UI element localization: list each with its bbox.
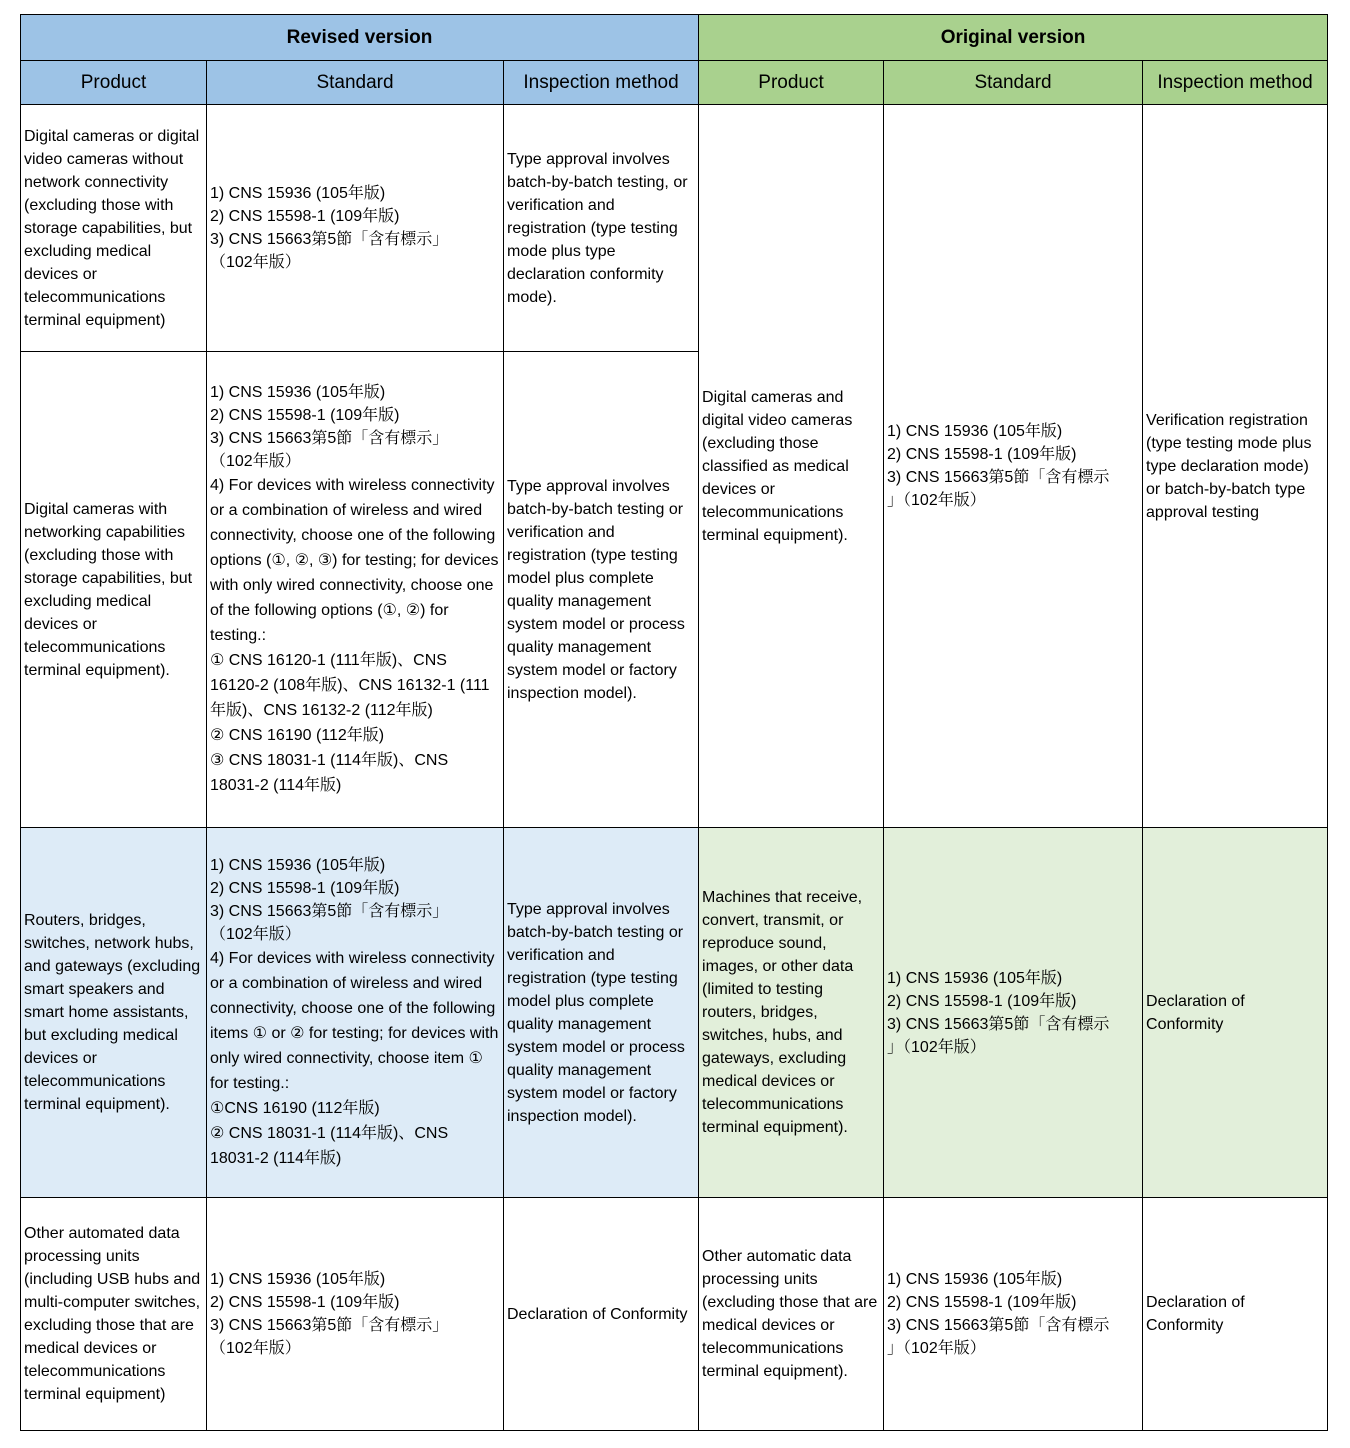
- revised-product-header: Product: [21, 61, 207, 105]
- revised-inspection-method-cell: Type approval involves batch-by-batch testing or verification and registration (type testing model plus complete quality management system model or process quality management system model or factory inspection model).: [504, 352, 699, 828]
- original-inspection-method-cell: Verification registration (type testing mode plus type declaration mode) or batch-by-batch type approval testing: [1143, 105, 1328, 828]
- original-product-cell: Digital cameras and digital video cameras (excluding those classified as medical devices or telecommunications terminal equipment).: [699, 105, 884, 828]
- revised-product-cell: Other automated data processing units (including USB hubs and multi-computer switches, excluding those that are medical devices or telecommunications terminal equipment): [21, 1198, 207, 1431]
- original-standard-cell: 1) CNS 15936 (105年版) 2) CNS 15598-1 (109年版) 3) CNS 15663第5節「含有標示 」（102年版）: [884, 105, 1143, 828]
- revised-standard-header: Standard: [207, 61, 504, 105]
- revised-product-cell: Digital cameras or digital video cameras without network connectivity (excluding those with storage capabilities, but excluding medical devices or telecommunications terminal equipment): [21, 105, 207, 352]
- revised-standard-cell: 1) CNS 15936 (105年版) 2) CNS 15598-1 (109年版) 3) CNS 15663第5節「含有標示」 （102年版）: [207, 1198, 504, 1431]
- original-inspection-method-cell: Declaration of Conformity: [1143, 828, 1328, 1198]
- table-row: [21, 828, 1328, 1198]
- revised-version-header: Revised version: [21, 15, 699, 61]
- original-standard-cell: 1) CNS 15936 (105年版) 2) CNS 15598-1 (109年版) 3) CNS 15663第5節「含有標示 」（102年版）: [884, 828, 1143, 1198]
- revised-standard-cell: 1) CNS 15936 (105年版) 2) CNS 15598-1 (109年版) 3) CNS 15663第5節「含有標示」 （102年版） 4) For devices with wireless connectivity or a combination of wireless and wired connectivity, choose one of the following items ① or ② for testing; for devices with only wired connectivity, choose item ① for testing.: ①CNS 16190 (112年版) ② CNS 18031-1 (114年版)、CNS 18031-2 (114年版): [207, 828, 504, 1198]
- revised-inspection-method-header: Inspection method: [504, 61, 699, 105]
- revised-product-cell: Routers, bridges, switches, network hubs, and gateways (excluding smart speakers and smart home assistants, but excluding medical devices or telecommunications terminal equipment).: [21, 828, 207, 1198]
- revised-product-cell: Digital cameras with networking capabilities (excluding those with storage capabilities, but excluding medical devices or telecommunications terminal equipment).: [21, 352, 207, 828]
- original-standard-header: Standard: [884, 61, 1143, 105]
- revised-inspection-method-cell: Declaration of Conformity: [504, 1198, 699, 1431]
- original-product-cell: Machines that receive, convert, transmit, or reproduce sound, images, or other data (limited to testing routers, bridges, switches, hubs, and gateways, excluding medical devices or telecommunications terminal equipment).: [699, 828, 884, 1198]
- table-row: [21, 105, 1328, 352]
- revised-inspection-method-cell: Type approval involves batch-by-batch testing, or verification and registration (type testing mode plus type declaration conformity mode).: [504, 105, 699, 352]
- original-inspection-method-header: Inspection method: [1143, 61, 1328, 105]
- original-product-header: Product: [699, 61, 884, 105]
- table-row: [21, 1198, 1328, 1431]
- revised-inspection-method-cell: Type approval involves batch-by-batch testing or verification and registration (type testing model plus complete quality management system model or process quality management system model or factory inspection model).: [504, 828, 699, 1198]
- comparison-table: [20, 14, 1328, 1431]
- revised-standard-cell: 1) CNS 15936 (105年版) 2) CNS 15598-1 (109年版) 3) CNS 15663第5節「含有標示」 （102年版）: [207, 105, 504, 352]
- revised-standard-cell: 1) CNS 15936 (105年版) 2) CNS 15598-1 (109年版) 3) CNS 15663第5節「含有標示」 （102年版） 4) For devices with wireless connectivity or a combination of wireless and wired connectivity, choose one of the following options (①, ②, ③) for testing; for devices with only wired connectivity, choose one of the following options (①, ②) for testing.: ① CNS 16120-1 (111年版)、CNS 16120-2 (108年版)、CNS 16132-1 (111年版)、CNS 16132-2 (112年版) ② CNS 16190 (112年版) ③ CNS 18031-1 (114年版)、CNS 18031-2 (114年版): [207, 352, 504, 828]
- original-product-cell: Other automatic data processing units (excluding those that are medical devices or telecommunications terminal equipment).: [699, 1198, 884, 1431]
- original-standard-cell: 1) CNS 15936 (105年版) 2) CNS 15598-1 (109年版) 3) CNS 15663第5節「含有標示 」（102年版）: [884, 1198, 1143, 1431]
- original-inspection-method-cell: Declaration of Conformity: [1143, 1198, 1328, 1431]
- original-version-header: Original version: [699, 15, 1328, 61]
